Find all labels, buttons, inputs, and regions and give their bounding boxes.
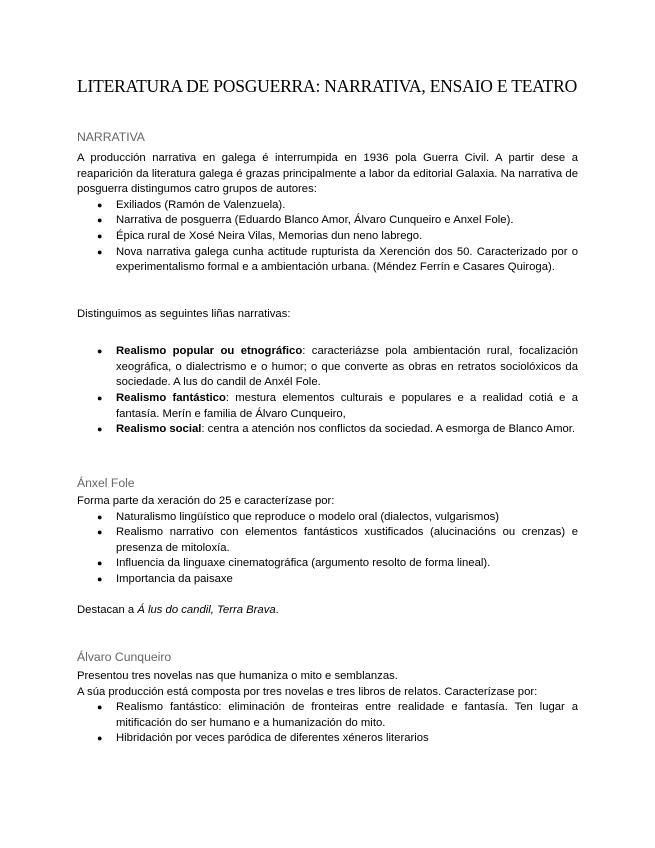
list-item: ● Hibridación por veces paródica de diferentes xéneros literarios [77,731,578,747]
list-item: ● Influencia da linguaxe cinematográfica (argumento resolto de forma lineal). [77,556,578,572]
works-suffix: . [275,604,279,617]
list-item [77,344,578,391]
document-title: LITERATURA DE POSGUERRA: NARRATIVA, ENSAIO E TEATRO [77,76,578,96]
fole-works [77,603,578,619]
list-item: ● Realismo fantástico: eliminación de fronteiras entre realidade e fantasía. Ten lugar a mitificación do ser humano e a humanización do mito. [77,700,578,731]
list-item: ● Nova narrativa galega cunha actitude rupturista da Xerención dos 50. Caracterizado por o experimentalismo formal e a ambientación urbana. (Méndez Ferrín e Casares Quiroga). [77,245,578,276]
section-alvaro-cunqueiro [77,649,578,747]
lines-intro: Distinguimos as seguintes liñas narrativas: [77,308,291,320]
list-item: ● Épica rural de Xosé Neira Vilas, Memorias dun neno labrego. [77,229,578,245]
line-term: Realismo popular ou etnográfico [116,345,303,358]
list-item [77,422,578,438]
cunqueiro-line-2: A súa producción está composta por tres novelas e tres libros de relatos. Caracterízase por: [77,685,538,698]
fole-characteristics-list [77,510,578,588]
fole-intro: Forma parte da xeración do 25 e caracterízase por: [77,495,335,507]
section-heading-cunqueiro: Álvaro Cunqueiro [77,650,172,664]
line-description: : mestura elementos culturais e populares e a realidad cotiá e a fantasía. Merín e familia de Álvaro Cunqueiro, [116,391,578,420]
section-heading-fole: Ánxel Fole [77,476,135,490]
line-term: Realismo fantástico [116,391,226,404]
author-groups-list [77,198,578,276]
section-narrativa [77,129,578,276]
list-item: ● Narrativa de posguerra (Eduardo Blanco Amor, Álvaro Cunqueiro e Anxel Fole). [77,213,578,229]
line-description: : centra a atención nos conflictos da sociedad. A esmorga de Blanco Amor. [201,423,576,436]
line-term: Realismo social [116,423,202,436]
cunqueiro-characteristics-list [77,700,578,747]
section-anxel-fole [77,475,578,619]
works-titles: Á lus do candil, Terra Brava [137,604,276,617]
narrativa-intro: A producción narrativa en galega é interrumpida en 1936 pola Guerra Civil. A partir dese a reaparición da literatura galega é grazas principalmente a labor da editorial Galaxia. Na narrativa de posguerra distingumos catro grupos de autores: [77,152,578,196]
list-item: ● Realismo narrativo con elementos fantásticos xustificados (alucinacións ou crenzas) e presenza de mitoloxía. [77,525,578,556]
list-item [77,391,578,422]
list-item: ● Naturalismo lingüístico que reproduce o modelo oral (dialectos, vulgarismos) [77,510,578,526]
cunqueiro-line-1: Presentou tres novelas nas que humaniza o mito e semblanzas. [77,670,398,682]
line-description: : caracteriázse pola ambientación rural, focalización xeográfica, o dialectrismo e o humor; o que converte as obras en retratos sociolóxicos da sociedade. A lus do candil de Anxél Fole. [116,345,578,389]
narrative-lines-list [77,344,578,438]
list-item: ● Importancia da paisaxe [77,572,578,588]
works-prefix: Destacan a [77,604,138,617]
narrative-lines-block [77,307,578,438]
section-heading-narrativa: NARRATIVA [77,130,145,144]
list-item: ● Exiliados (Ramón de Valenzuela). [77,198,578,214]
